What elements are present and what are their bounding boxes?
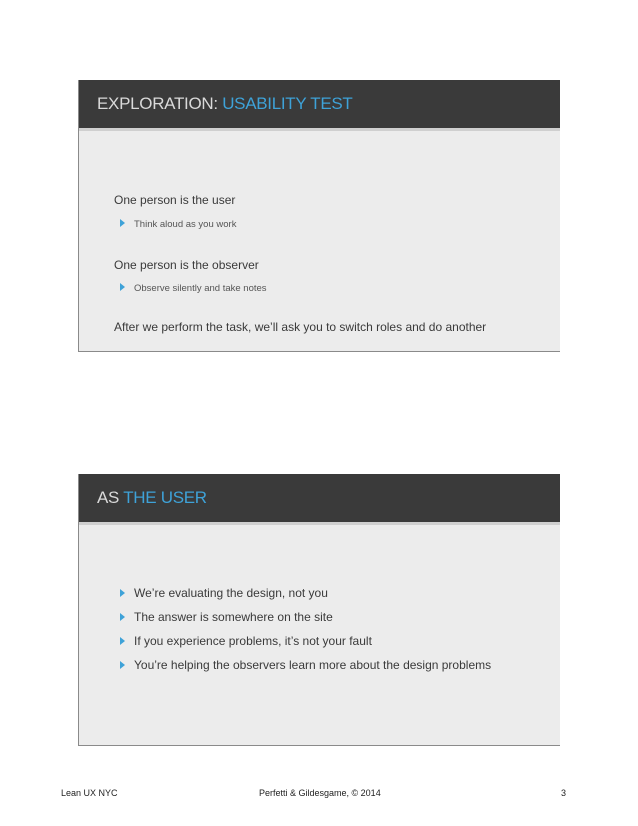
list-item (120, 610, 333, 624)
paragraph: After we perform the task, we’ll ask you to switch roles and do another (114, 320, 487, 334)
list-item: One person is the user (114, 193, 236, 207)
footer-center: Perfetti & Gildesgame, © 2014 (259, 788, 381, 798)
sub-list-item (120, 219, 236, 230)
title-prefix: EXPLORATION: (97, 94, 223, 113)
slide-title (97, 94, 352, 114)
slide-title-bar (79, 474, 560, 525)
list-item (120, 658, 491, 672)
title-accent: USABILITY TEST (222, 94, 353, 113)
bullet-triangle-icon (120, 661, 125, 669)
bullet-triangle-icon (120, 637, 125, 645)
sub-item-text: Think aloud as you work (134, 219, 237, 230)
list-item (120, 586, 328, 600)
page-number: 3 (561, 788, 567, 798)
title-accent: THE USER (123, 488, 207, 507)
bullet-triangle-icon (120, 589, 125, 597)
footer-left: Lean UX NYC (61, 788, 118, 798)
bullet-triangle-icon (120, 613, 125, 621)
bullet-text: You’re helping the observers learn more about the design problems (134, 658, 492, 672)
slide-exploration (78, 80, 560, 352)
sub-list-item (120, 283, 267, 294)
slide-title-bar (79, 80, 560, 131)
title-prefix: AS (97, 488, 124, 507)
slide-as-the-user (78, 474, 560, 746)
sub-item-text: Observe silently and take notes (134, 283, 267, 294)
bullet-triangle-icon (120, 283, 125, 291)
slide-title (97, 488, 207, 508)
bullet-text: We’re evaluating the design, not you (134, 586, 328, 600)
list-item: One person is the observer (114, 258, 259, 272)
bullet-text: If you experience problems, it’s not your fault (134, 634, 372, 648)
bullet-text: The answer is somewhere on the site (134, 610, 333, 624)
list-item (120, 634, 372, 648)
bullet-triangle-icon (120, 219, 125, 227)
